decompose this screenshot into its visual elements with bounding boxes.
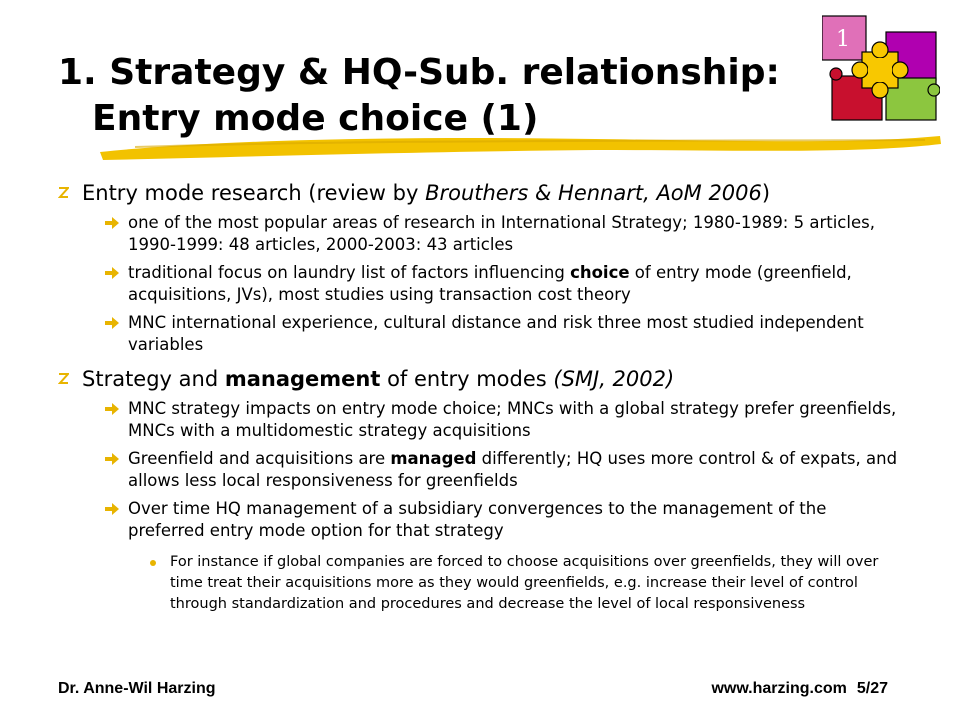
z-bullet-icon bbox=[58, 187, 69, 198]
section-2-bold: management bbox=[224, 367, 381, 391]
slide-title bbox=[58, 50, 780, 142]
title-line-2: Entry mode choice (1) bbox=[92, 98, 539, 139]
section-2-text: Strategy and bbox=[82, 367, 225, 391]
section-2-item-1-text: MNC strategy impacts on entry mode choice; MNCs with a global strategy prefer greenfields, MNCs with a multidomestic strategy acquisitions bbox=[128, 399, 897, 440]
section-2-item-2-bold: managed bbox=[390, 449, 477, 468]
right-arrow-icon bbox=[105, 453, 119, 465]
section-2-item-2-post: differently; HQ uses more control & of expats, and allows less local responsiveness for greenfields bbox=[128, 449, 898, 490]
right-arrow-icon bbox=[105, 503, 119, 515]
section-1-item-1-text: one of the most popular areas of research in International Strategy; 1980-1989: 5 articles, 1990-1999: 48 articles, 2000-2003: 43 articles bbox=[128, 213, 875, 254]
logo-number: 1 bbox=[836, 27, 850, 52]
section-1-item-2-post: of entry mode (greenfield, acquisitions, JVs), most studies using transaction cost theory bbox=[128, 263, 852, 304]
section-1-text: Entry mode research (review by bbox=[82, 181, 426, 205]
section-1-item bbox=[58, 212, 898, 256]
footer-site: www.harzing.com bbox=[711, 680, 847, 697]
section-1-item bbox=[58, 312, 898, 356]
title-line-1: 1. Strategy & HQ-Sub. relationship: bbox=[58, 52, 780, 93]
section-2-item bbox=[58, 498, 898, 542]
section-2-item-3-text: Over time HQ management of a subsidiary convergences to the management of the preferred entry mode option for that strategy bbox=[128, 499, 827, 540]
section-2-sub-item bbox=[58, 552, 898, 615]
section-1-citation: Brouthers & Hennart, AoM 2006 bbox=[425, 181, 762, 205]
section-2-heading bbox=[58, 366, 898, 392]
section-1-item-2-bold: choice bbox=[570, 263, 630, 282]
footer-right bbox=[711, 680, 888, 698]
section-2-sub-item-text: For instance if global companies are forced to choose acquisitions over greenfields, they will over time treat their acquisitions more as they would greenfields, e.g. increase their level of control through standardization and procedures and decrease the level of local responsiveness bbox=[170, 554, 879, 612]
section-1-item-2-pre: traditional focus on laundry list of factors influencing bbox=[128, 263, 571, 282]
right-arrow-icon bbox=[105, 267, 119, 279]
footer-page-number: 5/27 bbox=[856, 680, 888, 697]
z-bullet-icon bbox=[58, 373, 69, 384]
right-arrow-icon bbox=[105, 403, 119, 415]
footer-author: Dr. Anne-Wil Harzing bbox=[58, 680, 216, 697]
right-arrow-icon bbox=[105, 317, 119, 329]
dot-icon bbox=[150, 560, 156, 566]
section-1-heading bbox=[58, 180, 898, 206]
section-2-item bbox=[58, 448, 898, 492]
section-1-item-3-text: MNC international experience, cultural distance and risk three most studied independent variables bbox=[128, 313, 864, 354]
title-brush-underline bbox=[95, 130, 945, 166]
section-1-item bbox=[58, 262, 898, 306]
section-2-item-2-pre: Greenfield and acquisitions are bbox=[128, 449, 391, 468]
right-arrow-icon bbox=[105, 217, 119, 229]
slide-body bbox=[58, 180, 898, 615]
section-2-item bbox=[58, 398, 898, 442]
section-1-close: ) bbox=[761, 181, 771, 205]
puzzle-logo bbox=[822, 12, 940, 124]
section-2-citation: (SMJ, 2002) bbox=[553, 367, 675, 391]
section-2-mid: of entry modes bbox=[380, 367, 554, 391]
